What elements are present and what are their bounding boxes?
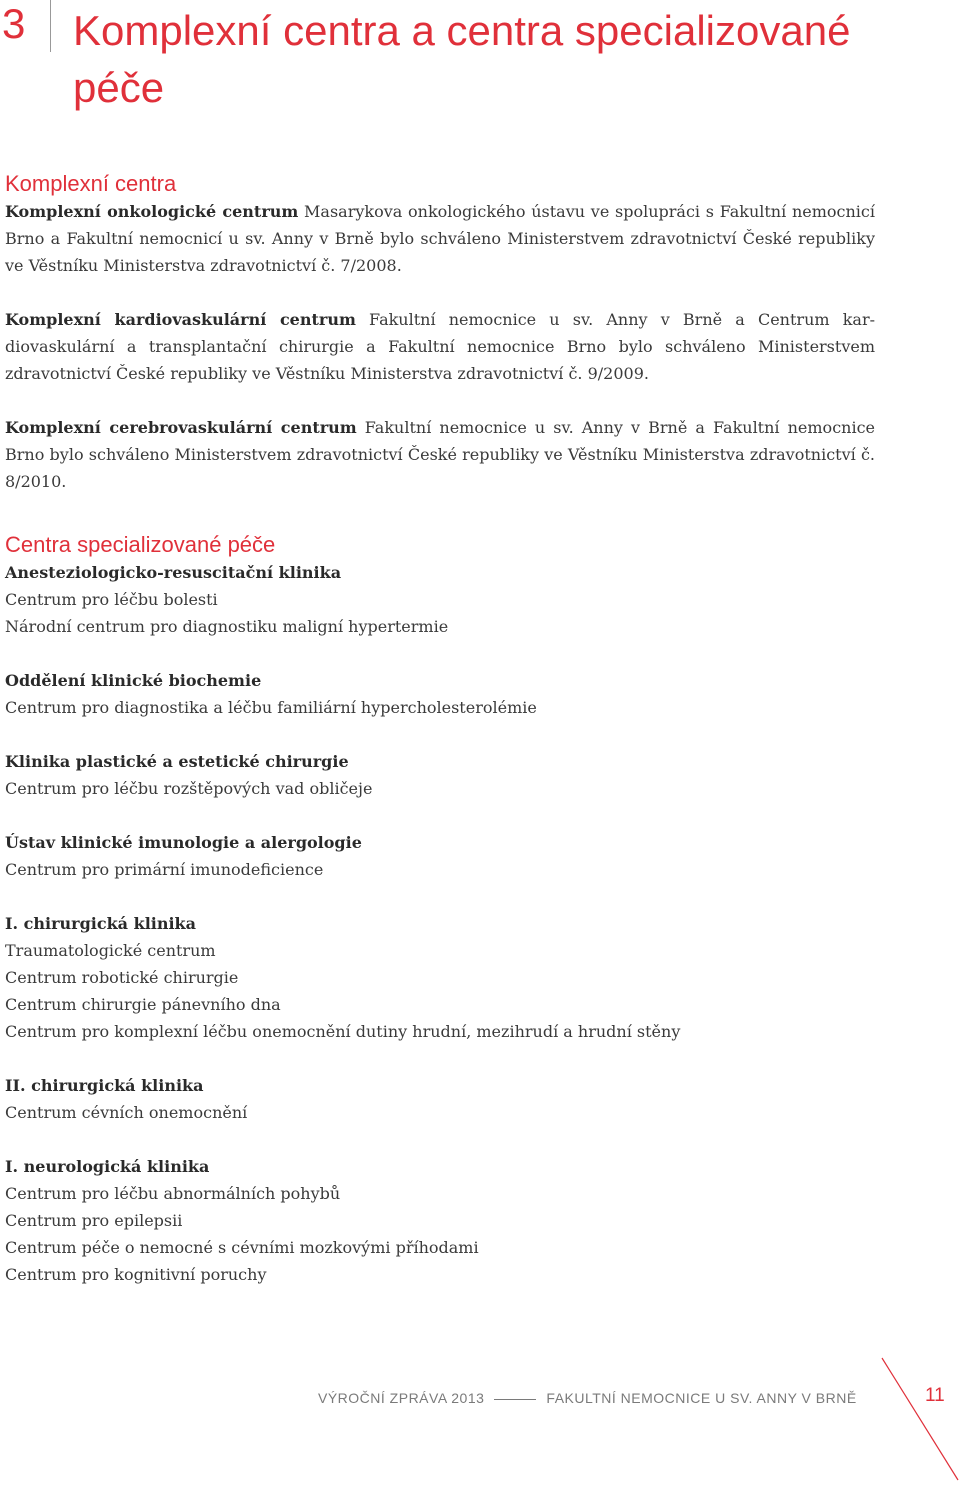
chapter-divider — [50, 0, 51, 52]
center-item: Centrum pro diagnostika a léčbu familiární hypercholesterolémie — [5, 698, 537, 717]
paragraph-lead: Komplexní cerebrovaskulární centrum — [5, 418, 357, 437]
clinic-title: Ústav klinické imunologie a alergologie — [5, 833, 362, 852]
center-item: Centrum robotické chirurgie — [5, 968, 239, 987]
corner-diagonal-line — [882, 1358, 958, 1480]
footer-dash — [494, 1399, 536, 1400]
paragraph-lead: Komplexní kardiovaskulární centrum — [5, 310, 356, 329]
paragraph-text: Fakultní nemocnice u sv. Anny v Brně a Centrum kardiovaskulární a transplantační chirurgie a Fakultní nemocnice Brno bylo schváleno Ministerstvem zdravotnictví České republiky ve Věstníku Ministerstva zdravotnictví č. 9/2009. — [5, 310, 875, 383]
center-item: Centrum pro epilepsii — [5, 1211, 183, 1230]
paragraph-cardiovascular-center — [5, 306, 875, 387]
chapter-title: Komplexní centra a centra specializované péče — [73, 7, 851, 111]
clinic-group-plastic-surgery — [5, 748, 875, 802]
section-heading-specialized-care: Centra specializované péče — [5, 532, 276, 557]
clinic-group-surgery-1 — [5, 910, 875, 1045]
paragraph-text: Masarykova onkologického ústavu ve spolupráci s Fakultní nemocnicí Brno a Fakultní nemocnicí u sv. Anny v Brně bylo schváleno Ministerstvem zdravotnictví České republiky ve Věstníku Ministerstva zdravotnictví č. 7/2008. — [5, 202, 876, 275]
clinic-title: I. chirurgická klinika — [5, 914, 197, 933]
paragraph-oncology-center — [5, 198, 875, 279]
clinic-title: Anesteziologicko-resuscitační klinika — [5, 563, 342, 582]
clinic-title: I. neurologická klinika — [5, 1157, 210, 1176]
clinic-group-immunology — [5, 829, 875, 883]
center-item: Centrum pro léčbu abnormálních pohybů — [5, 1184, 341, 1203]
page-footer — [318, 1390, 857, 1406]
center-item: Centrum pro primární imunodeficience — [5, 860, 324, 879]
paragraph-text: Fakultní nemocnice u sv. Anny v Brně a Fakultní nemocnice Brno bylo schváleno Ministerstvem zdravotnictví České republiky ve Věstníku Ministerstva zdravotnictví č. 8/2010. — [5, 418, 876, 491]
clinic-title: Klinika plastické a estetické chirurgie — [5, 752, 349, 771]
center-item: Centrum pro léčbu rozštěpových vad obličeje — [5, 779, 373, 798]
footer-report-title: VÝROČNÍ ZPRÁVA 2013 — [318, 1390, 485, 1406]
center-item: Traumatologické centrum — [5, 941, 216, 960]
clinic-group-biochemistry — [5, 667, 875, 721]
clinic-group-anesthesiology — [5, 559, 875, 640]
center-item: Centrum cévních onemocnění — [5, 1103, 248, 1122]
chapter-number: 3 — [2, 0, 26, 47]
center-item: Centrum pro kognitivní poruchy — [5, 1265, 267, 1284]
center-item: Centrum chirurgie pánevního dna — [5, 995, 281, 1014]
clinic-group-surgery-2 — [5, 1072, 875, 1126]
page-number: 11 — [925, 1385, 945, 1406]
paragraph-lead: Komplexní onkologické centrum — [5, 202, 299, 221]
page-corner-decoration — [870, 1350, 960, 1485]
section-heading-complex-centers: Komplexní centra — [5, 171, 177, 196]
chapter-header — [0, 0, 960, 120]
center-item: Centrum péče o nemocné s cévními mozkovými příhodami — [5, 1238, 479, 1257]
footer-hospital-name: FAKULTNÍ NEMOCNICE U SV. ANNY V BRNĚ — [546, 1390, 857, 1406]
paragraph-cerebrovascular-center — [5, 414, 875, 495]
center-item: Centrum pro léčbu bolesti — [5, 590, 218, 609]
center-item: Centrum pro komplexní léčbu onemocnění dutiny hrudní, mezihrudí a hrudní stěny — [5, 1022, 681, 1041]
center-item: Národní centrum pro diagnostiku maligní hypertermie — [5, 617, 449, 636]
clinic-title: II. chirurgická klinika — [5, 1076, 204, 1095]
main-content — [5, 170, 875, 1315]
clinic-group-neurology-1 — [5, 1153, 875, 1288]
clinic-title: Oddělení klinické biochemie — [5, 671, 262, 690]
